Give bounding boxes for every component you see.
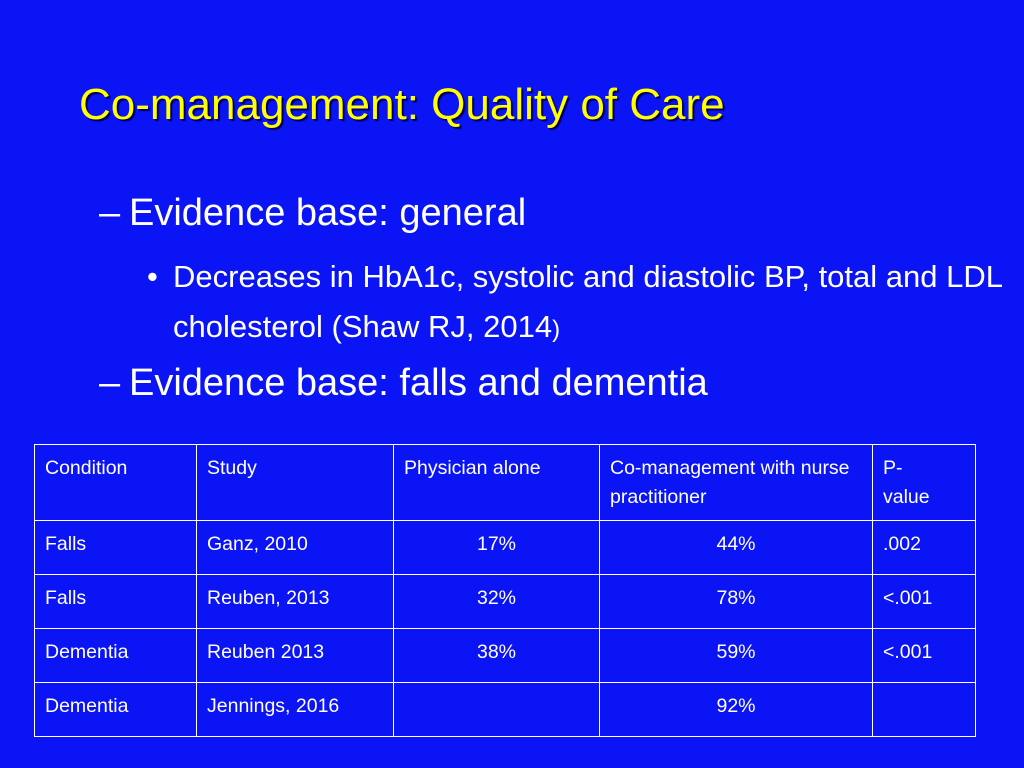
bullet-text: Evidence base: general (129, 192, 527, 234)
cell-physician-alone: 17% (394, 521, 600, 575)
header-p-value (873, 445, 976, 521)
cell-study: Jennings, 2016 (197, 683, 394, 737)
header-condition: Condition (35, 445, 197, 521)
cell-condition: Dementia (35, 629, 197, 683)
table-header-row (35, 445, 976, 521)
cell-p-value: .002 (873, 521, 976, 575)
cell-study: Reuben 2013 (197, 629, 394, 683)
cell-physician-alone: 38% (394, 629, 600, 683)
dash-marker: – (99, 192, 121, 234)
cell-co-management: 78% (600, 575, 873, 629)
cell-condition: Dementia (35, 683, 197, 737)
bullet-text: Evidence base: falls and dementia (129, 362, 708, 404)
sub-bullet-body: Decreases in HbA1c, systolic and diastolic BP, total and LDL cholesterol (Shaw RJ, 2014 (173, 259, 1002, 344)
bullet-dot: • (147, 259, 158, 294)
results-table (34, 444, 976, 737)
cell-physician-alone: 32% (394, 575, 600, 629)
cell-co-management: 44% (600, 521, 873, 575)
cell-p-value: <.001 (873, 575, 976, 629)
cell-condition: Falls (35, 521, 197, 575)
table-row (35, 683, 976, 737)
table-row (35, 521, 976, 575)
slide-title: Co-management: Quality of Care (79, 80, 725, 129)
table-row (35, 575, 976, 629)
dash-marker: – (99, 362, 121, 404)
header-p-value-line1: P- (883, 457, 903, 479)
sub-bullet-text (147, 252, 1007, 355)
cell-p-value: <.001 (873, 629, 976, 683)
cell-study: Ganz, 2010 (197, 521, 394, 575)
closing-paren: ) (552, 316, 561, 343)
header-study: Study (197, 445, 394, 521)
cell-co-management: 92% (600, 683, 873, 737)
header-p-value-line2: value (883, 486, 930, 508)
cell-study: Reuben, 2013 (197, 575, 394, 629)
cell-co-management: 59% (600, 629, 873, 683)
cell-p-value (873, 683, 976, 737)
header-co-management: Co-management with nurse practitioner (600, 445, 873, 521)
cell-condition: Falls (35, 575, 197, 629)
sub-bullet-decreases (147, 252, 1007, 355)
cell-physician-alone (394, 683, 600, 737)
bullet-evidence-general (99, 192, 526, 235)
bullet-evidence-falls-dementia (99, 362, 708, 405)
header-physician-alone: Physician alone (394, 445, 600, 521)
table-row (35, 629, 976, 683)
